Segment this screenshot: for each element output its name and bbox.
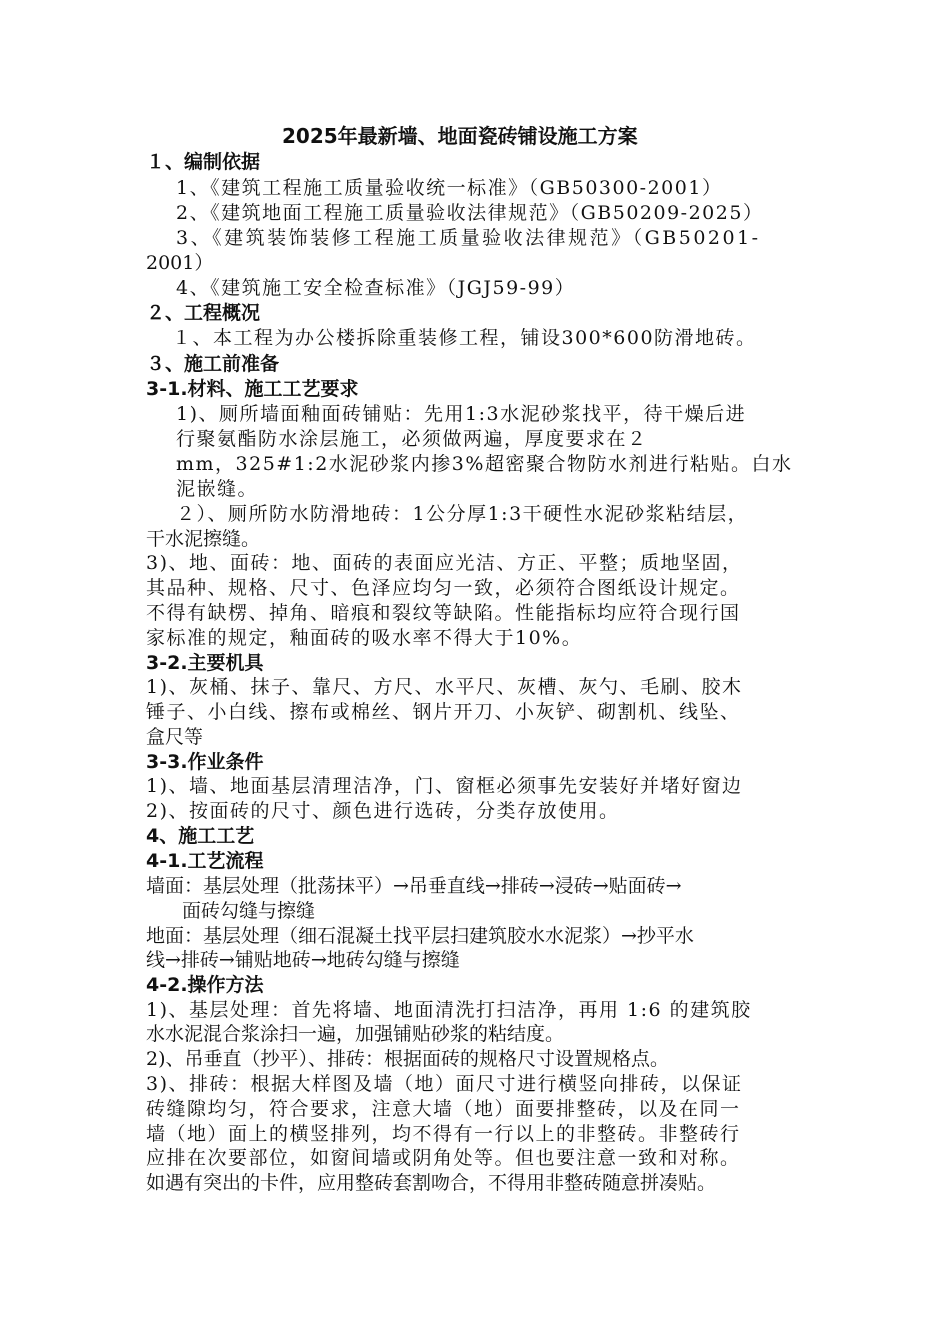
conditions-line: 1)、墙、地面基层清理洁净，门、窗框必须事先安装好并堵好窗边 bbox=[146, 775, 743, 797]
basis-item-3-continued: 2001） bbox=[146, 252, 214, 274]
tools-line: 锤子、小白线、擦布或棉丝、钢片开刀、小灰铲、砌割机、线坠、 bbox=[146, 701, 741, 723]
tools-line: 盒尺等 bbox=[146, 726, 204, 748]
overview-text: １、本工程为办公楼拆除重装修工程，铺设300*600防滑地砖。 bbox=[172, 327, 757, 349]
materials-line: mm，325#1:2水泥砂浆内掺3%超密聚合物防水剂进行粘贴。白水 bbox=[176, 453, 793, 475]
method-line: 应排在次要部位，如窗间墙或阴角处等。但也要注意一致和对称。 bbox=[146, 1147, 741, 1169]
basis-item-4: 4、《建筑施工安全检查标准》（JGJ59-99） bbox=[176, 277, 576, 299]
document-title: 2025年最新墙、地面瓷砖铺设施工方案 bbox=[282, 124, 638, 148]
conditions-line: 2)、按面砖的尺寸、颜色进行选砖，分类存放使用。 bbox=[146, 800, 620, 822]
method-line: 3)、排砖：根据大样图及墙（地）面尺寸进行横竖向排砖，以保证 bbox=[146, 1073, 743, 1095]
tools-line: 1)、灰桶、抹子、靠尺、方尺、水平尺、灰槽、灰勺、毛刷、胶木 bbox=[146, 676, 743, 698]
materials-line: 行聚氨酯防水涂层施工，必须做两遍，厚度要求在２ bbox=[176, 428, 648, 450]
flow-line: 面砖勾缝与擦缝 bbox=[182, 900, 316, 922]
subsection-heading-flow: 4-1.工艺流程 bbox=[146, 850, 264, 872]
materials-line: 泥嵌缝。 bbox=[176, 478, 259, 500]
method-line: 水水泥混合浆涂扫一遍，加强铺贴砂浆的粘结度。 bbox=[146, 1023, 565, 1045]
subsection-heading-materials: 3-1.材料、施工工艺要求 bbox=[146, 378, 359, 400]
materials-line: 3)、地、面砖：地、面砖的表面应光洁、方正、平整；质地坚固， bbox=[146, 552, 743, 574]
method-line: 2)、吊垂直（抄平）、排砖：根据面砖的规格尺寸设置规格点。 bbox=[146, 1048, 670, 1070]
materials-line: 其品种、规格、尺寸、色泽应均匀一致，必须符合图纸设计规定。 bbox=[146, 577, 741, 599]
materials-line: ２）、厕所防水防滑地砖：1公分厚1:3干硬性水泥砂浆粘结层， bbox=[176, 503, 749, 525]
section-heading-preparation: ３、施工前准备 bbox=[146, 353, 280, 375]
flow-line: 线→排砖→铺贴地砖→地砖勾缝与擦缝 bbox=[146, 949, 460, 971]
subsection-heading-method: 4-2.操作方法 bbox=[146, 974, 264, 996]
method-line: 砖缝隙均匀，符合要求，注意大墙（地）面要排整砖，以及在同一 bbox=[146, 1098, 741, 1120]
materials-line: 1)、厕所墙面釉面砖铺贴：先用1:3水泥砂浆找平，待干燥后进 bbox=[176, 403, 747, 425]
materials-line: 不得有缺楞、掉角、暗痕和裂纹等缺陷。性能指标均应符合现行国 bbox=[146, 602, 741, 624]
flow-line: 地面：基层处理（细石混凝土找平层扫建筑胶水水泥浆）→抄平水 bbox=[146, 925, 694, 947]
section-heading-overview: ２、工程概况 bbox=[146, 302, 261, 324]
basis-item-1: 1、《建筑工程施工质量验收统一标准》（GB50300-2001） bbox=[176, 177, 723, 199]
basis-item-2: 2、《建筑地面工程施工质量验收法律规范》（GB50209-2025） bbox=[176, 202, 764, 224]
materials-line: 干水泥擦缝。 bbox=[146, 528, 261, 550]
subsection-heading-conditions: 3-3.作业条件 bbox=[146, 751, 264, 773]
method-line: 1)、基层处理：首先将墙、地面清洗打扫洁净，再用 1:6 的建筑胶 bbox=[146, 999, 752, 1021]
method-line: 墙（地）面上的横竖排列，均不得有一行以上的非整砖。非整砖行 bbox=[146, 1123, 741, 1145]
section-heading-process: 4、施工工艺 bbox=[146, 825, 255, 847]
method-line: 如遇有突出的卡件，应用整砖套割吻合，不得用非整砖随意拼凑贴。 bbox=[146, 1172, 717, 1194]
subsection-heading-tools: 3-2.主要机具 bbox=[146, 652, 264, 674]
flow-line: 墙面：基层处理（批荡抹平）→吊垂直线→排砖→浸砖→贴面砖→ bbox=[146, 875, 682, 897]
materials-line: 家标准的规定，釉面砖的吸水率不得大于10%。 bbox=[146, 627, 583, 649]
section-heading-basis: １、编制依据 bbox=[146, 151, 261, 173]
basis-item-3: 3、《建筑装饰装修工程施工质量验收法律规范》（GB50201- bbox=[176, 227, 761, 249]
